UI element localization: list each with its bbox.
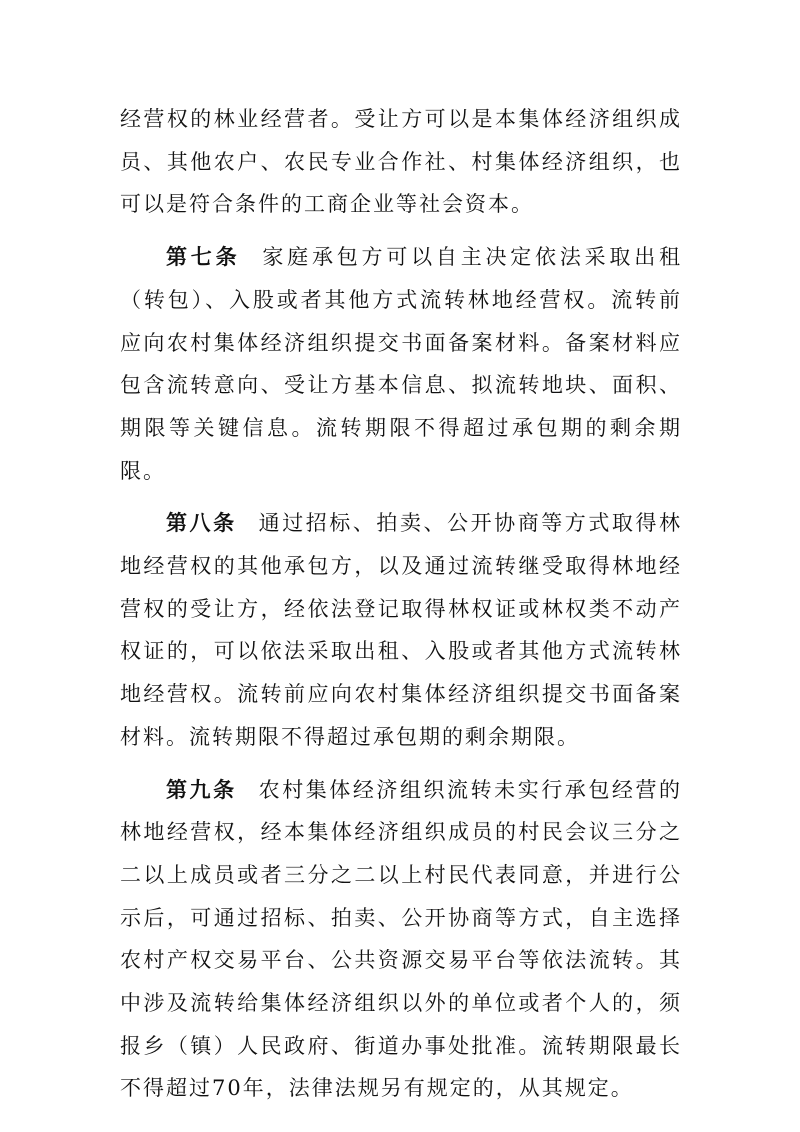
document-body [120,98,682,1120]
article-8-heading: 第八条 [166,511,237,536]
article-9-paragraph [120,769,682,1111]
article-8-paragraph [120,502,682,758]
article-9-text: 农村集体经济组织流转未实行承包经营的林地经营权，经本集体经济组织成员的村民会议三分之二以上成员或者三分之二以上村民代表同意，并进行公示后，可通过招标、拍卖、公开协商等方式，自主选择农村产权交易平台、公共资源交易平台等依法流转。其中涉及流转给集体经济组织以外的单位或者个人的，须报乡（镇）人民政府、街道办事处批准。流转期限最长不得超过70年，法律法规另有规定的，从其规定。 [120,777,683,1101]
article-7-text: 家庭承包方可以自主决定依法采取出租（转包）、入股或者其他方式流转林地经营权。流转前应向农村集体经济组织提交书面备案材料。备案材料应包含流转意向、受让方基本信息、拟流转地块、面积、期限等关键信息。流转期限不得超过承包期的剩余期限。 [120,245,683,483]
article-8-text: 通过招标、拍卖、公开协商等方式取得林地经营权的其他承包方，以及通过流转继受取得林地经营权的受让方，经依法登记取得林权证或林权类不动产权证的，可以依法采取出租、入股或者其他方式流转林地经营权。流转前应向农村集体经济组织提交书面备案材料。流转期限不得超过承包期的剩余期限。 [120,511,683,749]
article-7-paragraph [120,236,682,492]
article-9-heading: 第九条 [166,777,237,802]
article-7-heading: 第七条 [166,245,241,270]
paragraph-text: 经营权的林业经营者。受让方可以是本集体经济组织成员、其他农户、农民专业合作社、村集体经济组织，也可以是符合条件的工商企业等社会资本。 [120,107,682,217]
paragraph-continuation [120,98,682,226]
